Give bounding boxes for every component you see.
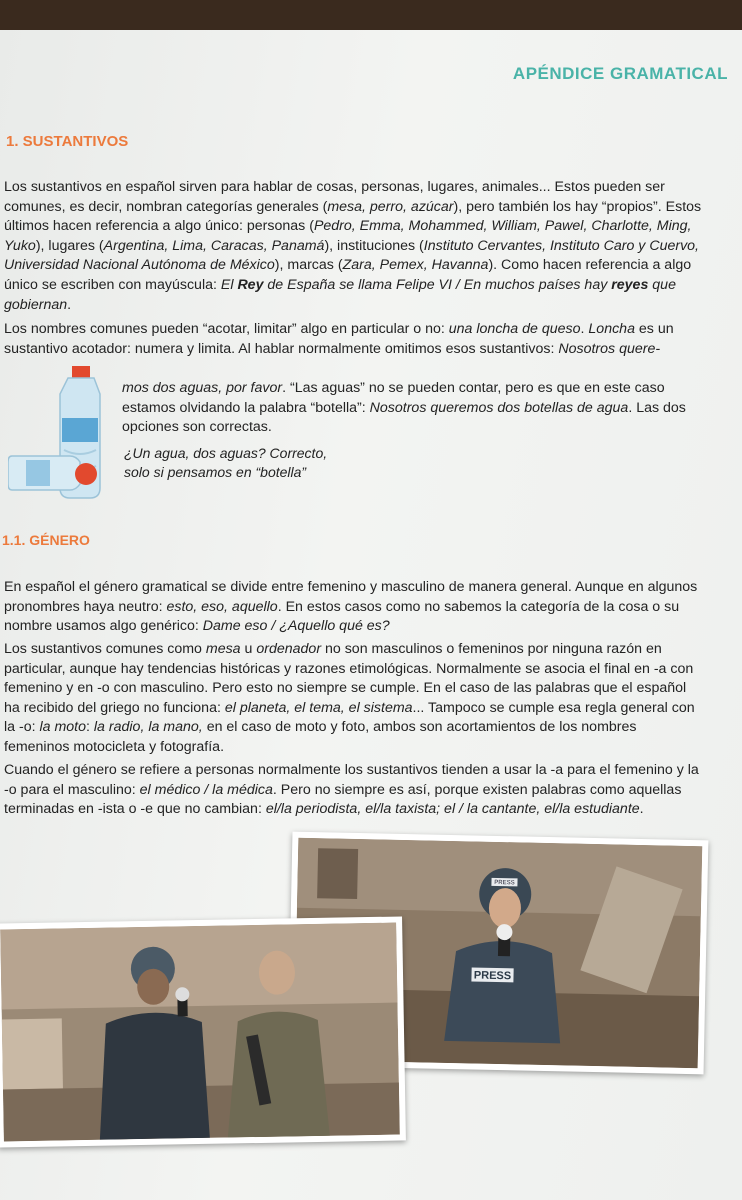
- text-run: ... Tampoco se cumple esa regla general con la -o:: [4, 699, 695, 736]
- text-run: .: [639, 801, 644, 818]
- photo-interview: [0, 916, 406, 1147]
- text-run: . Pero no siempre es así, porque existen palabras como aquellas terminadas en -ista o -e que no cambian:: [4, 781, 682, 818]
- text-run: mesa: [205, 641, 241, 657]
- text-run: Los sustantivos comunes como: [4, 641, 206, 657]
- text-run: una loncha de queso: [448, 321, 581, 337]
- section-title-sustantivos: 1. SUSTANTIVOS: [6, 133, 129, 150]
- text-run: que gobiernan: [4, 276, 676, 313]
- text-run: el/la periodista, el/la taxista; el / la cantante, el/la estudiante: [265, 801, 640, 818]
- text-run: . En estos casos como no sabemos la categoría de la cosa o su nombre usamos algo genérico:: [4, 598, 680, 635]
- text-run: Los nombres comunes pueden “acotar, limitar” algo en particular o no:: [4, 321, 449, 337]
- text-run: ordenador: [256, 641, 322, 657]
- text-run: el médico / la médica: [139, 781, 273, 798]
- subsection-title-genero: 1.1. GÉNERO: [2, 532, 90, 548]
- text-run: en el caso de moto y foto, ambos son acortamientos de los nombres femeninos motocicleta y fotografía.: [4, 719, 637, 755]
- text-run: El: [220, 276, 238, 293]
- text-run: la moto: [39, 719, 87, 736]
- text-run: la radio, la mano,: [93, 719, 203, 736]
- vest-press-label: PRESS: [473, 969, 512, 983]
- text-run: es un sustantivo acotador: numera y limita. Al hablar normalmente omitimos esos sustantivos:: [4, 321, 674, 357]
- text-run: Nosotros queremos dos botellas de agua: [369, 399, 629, 416]
- text-run: Los sustantivos en español sirven para hablar de cosas, personas, lugares, animales... Estos pueden ser comunes, es decir, nombran categorías generales (: [4, 179, 665, 215]
- caption-line-1: ¿Un agua, dos aguas? Correcto,: [124, 445, 328, 461]
- text-run: reyes: [611, 276, 649, 293]
- text-run: ), marcas (: [274, 257, 343, 274]
- text-run: Loncha: [588, 321, 635, 337]
- paragraph-nombres-comunes: [4, 320, 704, 359]
- text-run: mos dos aguas, por favor: [122, 380, 283, 396]
- caption-line-2: solo si pensamos en “botella”: [124, 464, 307, 480]
- text-run: u: [240, 641, 257, 657]
- text-run: Dame eso / ¿Aquello qué es?: [202, 618, 390, 635]
- text-run: ). Como hacen referencia a algo único se escriben con mayúscula:: [4, 257, 692, 293]
- text-run: de España se llama Felipe VI / En muchos países hay: [263, 276, 612, 293]
- helmet-press-label: PRESS: [494, 879, 515, 887]
- paragraph-sustantivos-intro: [4, 178, 704, 315]
- text-run: Nosotros quere-: [558, 340, 661, 357]
- paragraph-genero-personas: [4, 761, 704, 820]
- text-run: .: [67, 296, 72, 313]
- text-run: Instituto Cervantes, Instituto Caro y Cuervo, Universidad Nacional Autónoma de México: [4, 237, 699, 274]
- text-run: . “Las aguas” no se pueden contar, pero es que en este caso estamos olvidando la palabra “botella”:: [122, 380, 665, 416]
- paragraph-aguas: [122, 379, 704, 438]
- text-run: ), instituciones (: [324, 237, 424, 254]
- text-run: esto, eso, aquello: [166, 598, 278, 615]
- text-run: ), lugares (: [35, 237, 104, 254]
- text-run: el planeta, el tema, el sistema: [224, 699, 413, 716]
- water-bottles-image: [8, 360, 108, 515]
- text-run: Zara, Pemex, Havanna: [342, 257, 489, 274]
- text-run: Argentina, Lima, Caracas, Panamá: [103, 237, 325, 254]
- textbook-page: [0, 30, 742, 1200]
- text-run: no son masculinos o femeninos por ninguna razón en particular, aunque hay tendencias históricas y razones etimológicas. Normalmente se asocia el final en -a con femenino y en -o con masculino. Pero esto no siempre se cumple. En el caso de las palabras que el español ha recibido del griego no funciona:: [4, 641, 694, 716]
- text-run: ), pero también los hay “propios”. Estos últimos hacen referencia a algo único: personas (: [4, 198, 702, 235]
- text-run: En español el género gramatical se divide entre femenino y masculino de manera general. Aunque en algunos pronombres haya neutro:: [4, 579, 698, 615]
- appendix-header: APÉNDICE GRAMATICAL: [512, 64, 728, 83]
- paragraph-sustantivos-comunes: [4, 640, 704, 758]
- text-run: Rey: [237, 276, 264, 293]
- text-run: Pedro, Emma, Mohammed, William, Pawel, Charlotte, Ming, Yuko: [4, 218, 692, 254]
- text-run: :: [86, 719, 94, 736]
- text-run: mesa, perro, azúcar: [327, 198, 454, 215]
- text-run: .: [580, 321, 589, 337]
- paragraph-genero-intro: [4, 578, 704, 637]
- text-run: Cuando el género se refiere a personas normalmente los sustantivos tienden a usar la -a para el femenino y la -o para el masculino:: [4, 762, 699, 798]
- bottle-caption: [124, 444, 384, 482]
- text-run: . Las dos opciones son correctas.: [122, 399, 686, 436]
